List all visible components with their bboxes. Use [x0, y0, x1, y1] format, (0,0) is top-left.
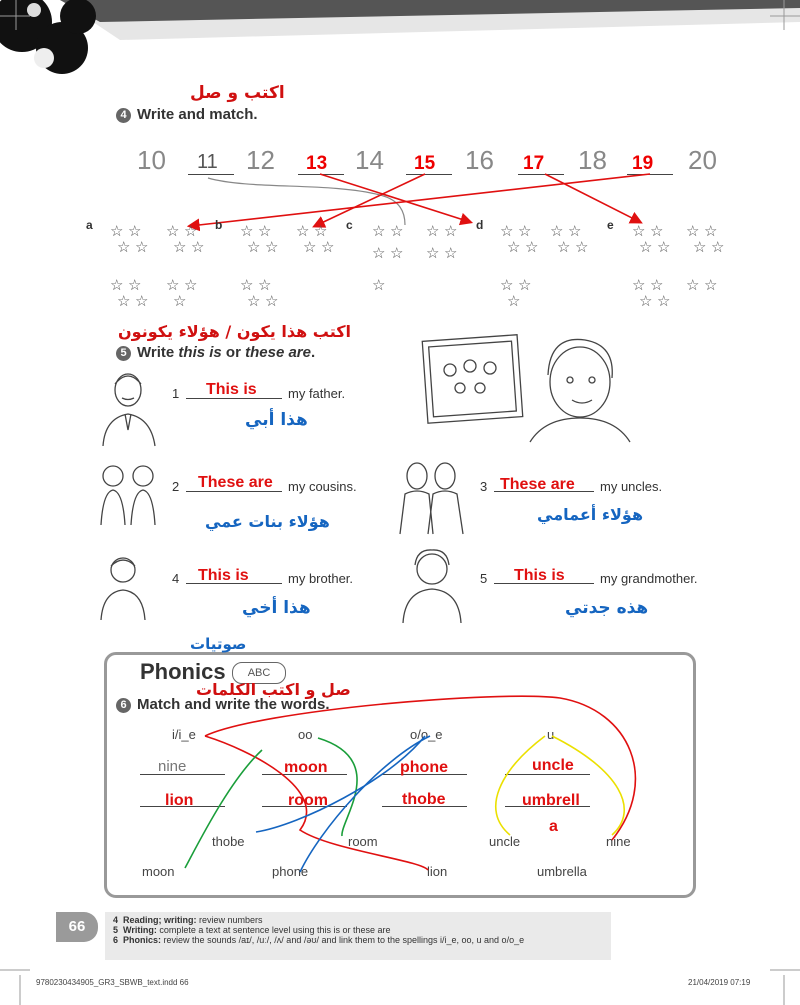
ex5-item2-number: 2	[172, 479, 180, 494]
number-10: 10	[137, 145, 166, 175]
ex5-item2-text: my cousins.	[288, 479, 357, 494]
star-icon: ☆	[639, 293, 653, 310]
ex5-item1-text: my father.	[288, 386, 346, 401]
star-icon: ☆	[686, 277, 700, 294]
answer-17: 17	[523, 153, 545, 174]
star-icon: ☆	[265, 293, 279, 310]
star-icon: ☆	[500, 277, 514, 294]
answer-11: 11	[197, 151, 218, 173]
word-moon: moon	[142, 864, 175, 879]
star-icon: ☆	[247, 239, 261, 256]
grandmother-illustration	[395, 545, 470, 625]
father-illustration	[95, 368, 165, 448]
sound-oo: oo	[298, 727, 313, 742]
star-icon: ☆	[265, 239, 279, 256]
star-icon: ☆	[110, 223, 124, 240]
file-info: 9780230434905_GR3_SBWB_text.indd 66	[36, 978, 189, 987]
star-icon: ☆	[372, 223, 386, 240]
abc-badge: ABC	[232, 662, 286, 684]
star-icon: ☆	[557, 239, 571, 256]
star-icon: ☆	[444, 245, 458, 262]
footer-note-6: 6 Phonics: review the sounds /aɪ/, /uː/, /ʌ/ and /əʊ/ and link them to the spellings i/i_e, oo, u and o/o_e	[113, 935, 525, 945]
group-label-d: d	[476, 218, 484, 232]
star-icon: ☆	[632, 223, 646, 240]
star-icon: ☆	[390, 223, 404, 240]
star-icon: ☆	[507, 293, 521, 310]
star-icon: ☆	[314, 223, 328, 240]
phonics-match-lines	[0, 640, 800, 890]
word-umbrella: umbrella	[537, 864, 587, 879]
footer-note-5: 5 Writing: complete a text at sentence level using this is or these are	[113, 925, 391, 935]
ex5-item4-answer: This is	[198, 567, 249, 584]
star-icon: ☆	[650, 277, 664, 294]
number-20: 20	[688, 145, 717, 175]
ex5-item5-text: my grandmother.	[600, 571, 698, 586]
star-icon: ☆	[507, 239, 521, 256]
answer-uncle: uncle	[532, 757, 574, 774]
star-icon: ☆	[568, 223, 582, 240]
uncles-illustration	[395, 458, 470, 536]
answer-13: 13	[306, 153, 328, 174]
star-icon: ☆	[550, 223, 564, 240]
group-label-e: e	[607, 218, 614, 232]
ex6-title: 6 Match and write the words.	[116, 696, 330, 713]
ex5-item4-text: my brother.	[288, 571, 354, 586]
star-icon: ☆	[372, 277, 386, 294]
brother-illustration	[95, 552, 155, 622]
star-icon: ☆	[117, 293, 131, 310]
star-icon: ☆	[117, 239, 131, 256]
ex5-item4-arabic: هذا أخي	[242, 598, 311, 618]
star-icon: ☆	[184, 277, 198, 294]
answer-umbrella: umbrell	[522, 792, 580, 809]
phonics-heading: Phonics	[140, 659, 226, 684]
star-icon: ☆	[711, 239, 725, 256]
word-room: room	[348, 834, 378, 849]
example-answer-nine: nine	[158, 758, 187, 775]
word-thobe: thobe	[212, 834, 245, 849]
star-icon: ☆	[657, 239, 671, 256]
ex5-title: 5 Write this is or these are.	[116, 344, 315, 361]
ex4-match-lines	[0, 0, 800, 320]
star-icon: ☆	[704, 223, 718, 240]
ex5-item2-answer: These are	[198, 474, 273, 491]
star-icon: ☆	[444, 223, 458, 240]
star-icon: ☆	[166, 223, 180, 240]
ex5-item1-arabic: هذا أبي	[245, 410, 308, 430]
number-16: 16	[465, 145, 494, 175]
star-icon: ☆	[426, 223, 440, 240]
number-14: 14	[355, 145, 384, 175]
sound-o-o_e: o/o_e	[410, 727, 443, 742]
ex5-number-badge: 5	[116, 346, 131, 361]
ex6-number-badge: 6	[116, 698, 131, 713]
number-12: 12	[246, 145, 275, 175]
star-icon: ☆	[632, 277, 646, 294]
star-icon: ☆	[518, 223, 532, 240]
answer-15: 15	[414, 153, 436, 174]
ex5-item1-answer: This is	[206, 381, 257, 398]
star-icon: ☆	[693, 239, 707, 256]
footer-notes	[105, 912, 611, 960]
number-18: 18	[578, 145, 607, 175]
word-lion: lion	[427, 864, 448, 879]
sound-i-i_e: i/i_e	[172, 727, 196, 742]
ex5-item3-number: 3	[480, 479, 488, 494]
ex4-number-badge: 4	[116, 108, 131, 123]
star-icon: ☆	[173, 239, 187, 256]
star-icon: ☆	[184, 223, 198, 240]
answer-moon: moon	[284, 759, 328, 776]
ex5-item2-arabic: هؤلاء بنات عمي	[205, 512, 330, 531]
star-icon: ☆	[500, 223, 514, 240]
star-icon: ☆	[240, 223, 254, 240]
star-icon: ☆	[258, 223, 272, 240]
star-icon: ☆	[525, 239, 539, 256]
word-phone: phone	[272, 864, 309, 879]
ex5-item3-arabic: هؤلاء أعمامي	[537, 505, 644, 524]
answer-phone: phone	[400, 759, 448, 776]
star-icon: ☆	[296, 223, 310, 240]
word-uncle: uncle	[489, 834, 521, 849]
ex5-item4-number: 4	[172, 571, 180, 586]
star-icon: ☆	[258, 277, 272, 294]
ex4-arabic-title: اكتب و صل	[190, 83, 285, 103]
group-label-a: a	[86, 218, 93, 232]
print-date: 21/04/2019 07:19	[688, 978, 751, 987]
star-icon: ☆	[128, 277, 142, 294]
group-label-c: c	[346, 218, 353, 232]
star-icon: ☆	[518, 277, 532, 294]
ex5-item3-answer: These are	[500, 476, 575, 493]
ex5-arabic-title: اكتب هذا يكون / هؤلاء يكونون	[118, 322, 352, 341]
star-icon: ☆	[240, 277, 254, 294]
star-icon: ☆	[390, 245, 404, 262]
star-icon: ☆	[128, 223, 142, 240]
answer-lion: lion	[165, 792, 194, 809]
star-icon: ☆	[704, 277, 718, 294]
star-icon: ☆	[650, 223, 664, 240]
phonics-arabic-label: صوتيات	[190, 635, 247, 653]
ex5-item5-number: 5	[480, 571, 488, 586]
answer-19: 19	[632, 153, 654, 174]
star-icon: ☆	[426, 245, 440, 262]
answer-umbrella-wrap: a	[549, 818, 558, 835]
footer-note-4: 4 Reading; writing: review numbers	[113, 915, 263, 925]
star-icon: ☆	[135, 239, 149, 256]
answer-thobe: thobe	[402, 791, 446, 808]
star-icon: ☆	[191, 239, 205, 256]
star-icon: ☆	[372, 245, 386, 262]
sound-u: u	[547, 727, 555, 742]
star-icon: ☆	[321, 239, 335, 256]
star-icon: ☆	[303, 239, 317, 256]
star-icon: ☆	[639, 239, 653, 256]
star-icon: ☆	[166, 277, 180, 294]
family-photo-illustration	[420, 330, 680, 445]
answer-room: room	[288, 792, 328, 809]
star-icon: ☆	[657, 293, 671, 310]
star-icon: ☆	[173, 293, 187, 310]
ex5-item5-answer: This is	[514, 567, 565, 584]
star-icon: ☆	[686, 223, 700, 240]
phonics-arabic-title: صل و اكتب الكلمات	[196, 680, 351, 699]
star-icon: ☆	[575, 239, 589, 256]
star-icon: ☆	[247, 293, 261, 310]
ex5-item3-text: my uncles.	[600, 479, 663, 494]
ex5-item1-number: 1	[172, 386, 180, 401]
ex5-item5-arabic: هذه جدتي	[565, 598, 649, 618]
word-nine: nine	[606, 834, 631, 849]
group-label-b: b	[215, 218, 223, 232]
page-number: 66	[56, 912, 98, 942]
star-icon: ☆	[110, 277, 124, 294]
ex4-title-text: Write and match.	[137, 106, 258, 123]
star-icon: ☆	[135, 293, 149, 310]
cousins-illustration	[95, 460, 165, 530]
